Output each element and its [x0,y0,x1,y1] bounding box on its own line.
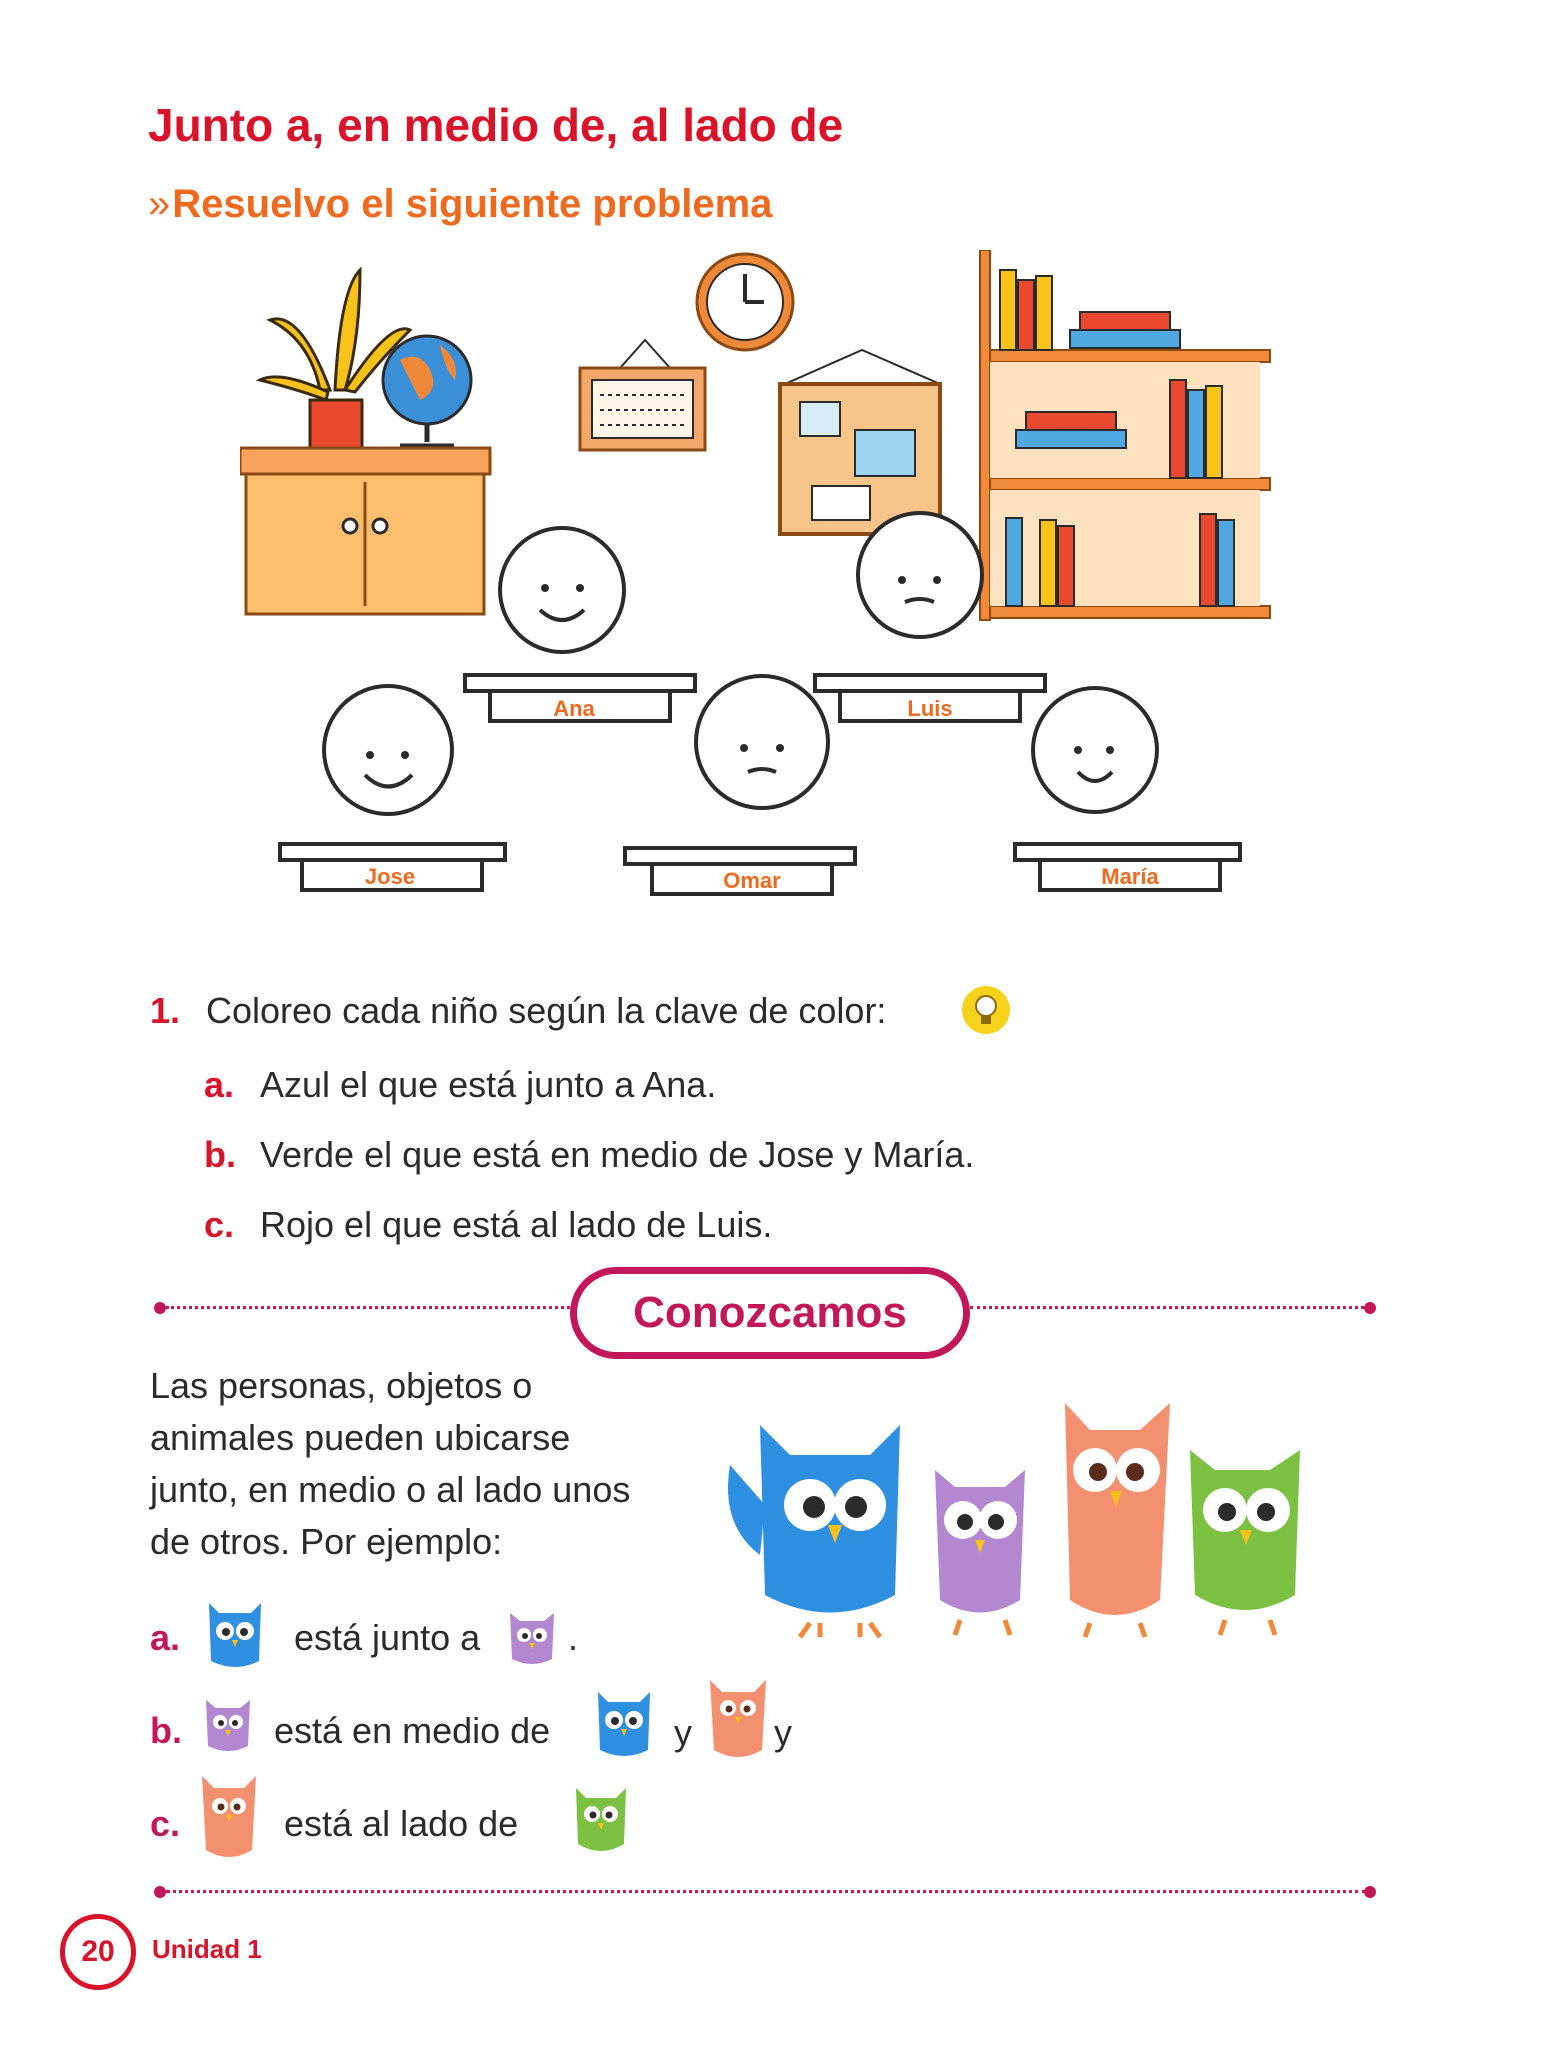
divider-dot [1364,1302,1376,1314]
owl-blue-icon [728,1425,900,1637]
owls-illustration [720,1395,1380,1645]
unit-label: Unidad 1 [152,1934,262,1964]
cork-board [780,350,940,534]
desk-label-luis: Luis [907,696,953,721]
activity-instruction-text: Coloreo cada niño según la clave de color: [206,990,887,1031]
classroom-illustration [240,250,1280,960]
owl-green-icon [1190,1450,1300,1635]
clock-icon [697,254,793,350]
intro-line: junto, en medio o al lado unos [150,1469,631,1510]
owl-purple-icon [196,1692,260,1756]
section-title-pill: Conozcamos [570,1267,970,1359]
intro-line: Las personas, objetos o [150,1365,533,1406]
example-c-letter [150,1803,180,1845]
owl-blue-icon [584,1684,664,1764]
student-ana [465,528,695,721]
divider-line [970,1306,1370,1309]
divider-line [166,1890,1366,1893]
student-maria [1015,688,1240,890]
owl-orange-icon [702,1674,774,1764]
desk-label-ana: Ana [553,696,595,721]
example-c-text: está al lado de [284,1803,519,1844]
calendar-icon [580,340,705,450]
example-b-text: está en medio de [274,1710,551,1751]
divider-line [166,1306,570,1309]
subtitle-text: Resuelvo el siguiente problema [172,182,773,226]
owl-purple-icon [935,1470,1025,1635]
item-text: Verde el que está en medio de Jose y María. [260,1134,975,1175]
divider-dot [154,1886,166,1898]
example-b-letter [150,1710,182,1752]
cabinet [240,448,490,614]
activity-item-a [204,1064,716,1106]
owl-orange-icon [194,1770,264,1864]
intro-line: animales pueden ubicarse [150,1417,571,1458]
activity-item-c [204,1204,772,1246]
student-jose [280,686,505,890]
example-a-letter [150,1617,180,1659]
desk-label-maria: María [1101,864,1159,889]
desk-label-jose: Jose [364,864,416,889]
example-letter: b. [150,1710,182,1751]
owl-orange-icon [1065,1403,1170,1637]
example-b-mid: y [674,1712,692,1753]
lightbulb-icon [960,984,1012,1036]
example-letter: a. [150,1617,181,1658]
example-b-end: y [774,1712,792,1753]
activity-item-b [204,1134,974,1176]
page-number: 20 [60,1914,136,1990]
section-intro [150,1360,710,1568]
divider-dot [154,1302,166,1314]
example-a-text: está junto a [294,1617,481,1658]
activity-number: 1. [150,990,181,1031]
globe-icon [383,336,471,446]
subtitle-marker: » [148,182,171,226]
example-a-end: . [568,1617,579,1658]
item-letter: c. [204,1204,235,1245]
item-letter: a. [204,1064,235,1105]
divider-dot [1364,1886,1376,1898]
item-letter: b. [204,1134,236,1175]
intro-line: de otros. Por ejemplo: [150,1521,503,1562]
item-text: Rojo el que está al lado de Luis. [260,1204,773,1245]
owl-green-icon [566,1782,636,1858]
page-title: Junto a, en medio de, al lado de [148,99,844,151]
section-subtitle [148,182,772,227]
desk-label-omar: Omar [723,868,781,893]
item-text: Azul el que está junto a Ana. [260,1064,717,1105]
activity-instruction [150,990,886,1032]
owl-blue-icon [195,1595,275,1675]
bookshelf [980,250,1270,620]
owl-purple-icon [500,1605,564,1669]
example-letter: c. [150,1803,181,1844]
